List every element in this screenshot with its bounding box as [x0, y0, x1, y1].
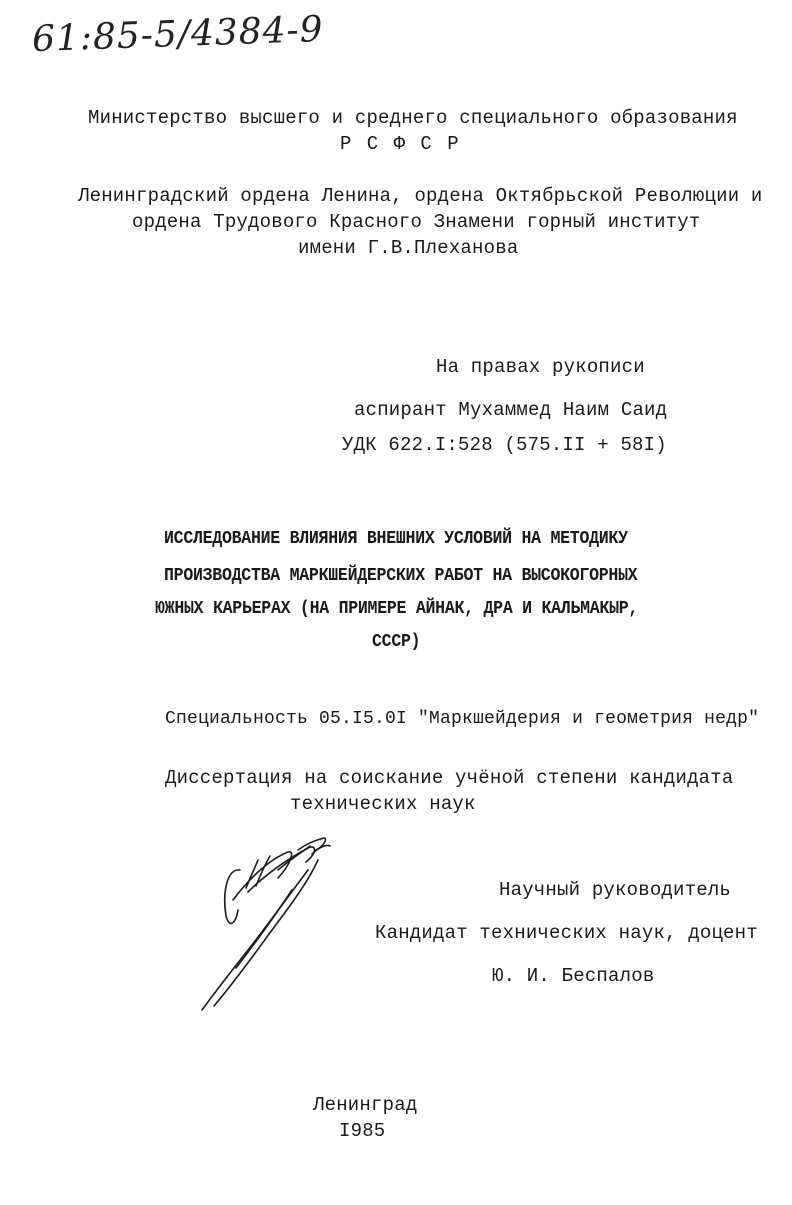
footer-year: I985 [339, 1120, 386, 1142]
title-line-3: ЮЖНЫХ КАРЬЕРАХ (НА ПРИМЕРЕ АЙНАК, ДРА И КАЛЬМАКЫР, [155, 599, 639, 619]
supervisor-degree: Кандидат технических наук, доцент [375, 922, 758, 944]
handwritten-catalog-code: 61:85-5/4384-9 [31, 8, 325, 61]
signature-scribble [178, 830, 358, 1020]
institute-line-3: имени Г.В.Плеханова [298, 237, 519, 259]
dissertation-line-2: технических наук [290, 793, 476, 815]
manuscript-rights: На правах рукописи [436, 356, 645, 378]
title-line-2: ПРОИЗВОДСТВА МАРКШЕЙДЕРСКИХ РАБОТ НА ВЫСОКОГОРНЫХ [164, 566, 638, 586]
institute-line-2: ордена Трудового Красного Знамени горный институт [132, 211, 701, 233]
manuscript-author: аспирант Мухаммед Наим Саид [354, 399, 668, 421]
dissertation-line-1: Диссертация на соискание учёной степени кандидата [165, 767, 734, 789]
specialty: Специальность 05.I5.0I "Маркшейдерия и геометрия недр" [165, 709, 760, 729]
title-line-4: СССР) [372, 632, 421, 652]
supervisor-role: Научный руководитель [499, 879, 732, 901]
supervisor-name: Ю. И. Беспалов [492, 965, 655, 987]
manuscript-udk: УДК 622.I:528 (575.II + 58I) [342, 434, 667, 456]
institute-line-1: Ленинградский ордена Ленина, ордена Октябрьской Революции и [78, 185, 763, 207]
ministry-line-2: Р С Ф С Р [340, 133, 461, 155]
title-line-1: ИССЛЕДОВАНИЕ ВЛИЯНИЯ ВНЕШНИХ УСЛОВИЙ НА МЕТОДИКУ [164, 529, 628, 549]
ministry-line-1: Министерство высшего и среднего специального образования [88, 107, 738, 129]
footer-city: Ленинград [313, 1094, 418, 1116]
